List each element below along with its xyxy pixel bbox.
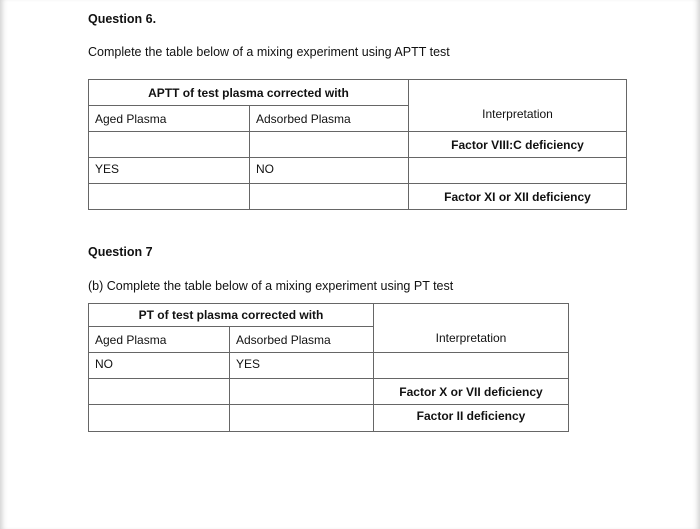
col-adsorbed-plasma: Adsorbed Plasma xyxy=(249,105,409,132)
table-cell[interactable] xyxy=(88,378,230,405)
table-cell[interactable] xyxy=(88,131,250,158)
question-7-instruction: (b) Complete the table below of a mixing experiment using PT test xyxy=(88,279,454,293)
group-header: PT of test plasma corrected with xyxy=(88,303,374,327)
table-cell[interactable] xyxy=(88,404,230,432)
table-cell[interactable] xyxy=(249,131,409,158)
col-interpretation: Interpretation xyxy=(408,79,627,132)
table-cell[interactable] xyxy=(249,183,409,210)
question-6-title: Question 6. xyxy=(88,12,157,26)
question-7-title: Question 7 xyxy=(88,245,153,259)
group-header: APTT of test plasma corrected with xyxy=(88,79,409,106)
col-aged-plasma: Aged Plasma xyxy=(88,105,250,132)
col-interpretation: Interpretation xyxy=(373,303,569,353)
table-cell[interactable] xyxy=(88,183,250,210)
table-cell: Factor X or VII deficiency xyxy=(373,378,569,405)
table-cell[interactable] xyxy=(229,404,374,432)
question-6-instruction: Complete the table below of a mixing experiment using APTT test xyxy=(88,45,450,59)
col-adsorbed-plasma: Adsorbed Plasma xyxy=(229,326,374,353)
table-cell: Factor VIII:C deficiency xyxy=(408,131,627,158)
table-cell[interactable] xyxy=(229,378,374,405)
table-cell[interactable] xyxy=(408,157,627,184)
table-cell: NO xyxy=(88,352,230,379)
table-cell: YES xyxy=(229,352,374,379)
table-cell: YES xyxy=(88,157,250,184)
col-aged-plasma: Aged Plasma xyxy=(88,326,230,353)
table-cell: Factor II deficiency xyxy=(373,404,569,432)
table-cell: NO xyxy=(249,157,409,184)
table-cell[interactable] xyxy=(373,352,569,379)
table-cell: Factor XI or XII deficiency xyxy=(408,183,627,210)
